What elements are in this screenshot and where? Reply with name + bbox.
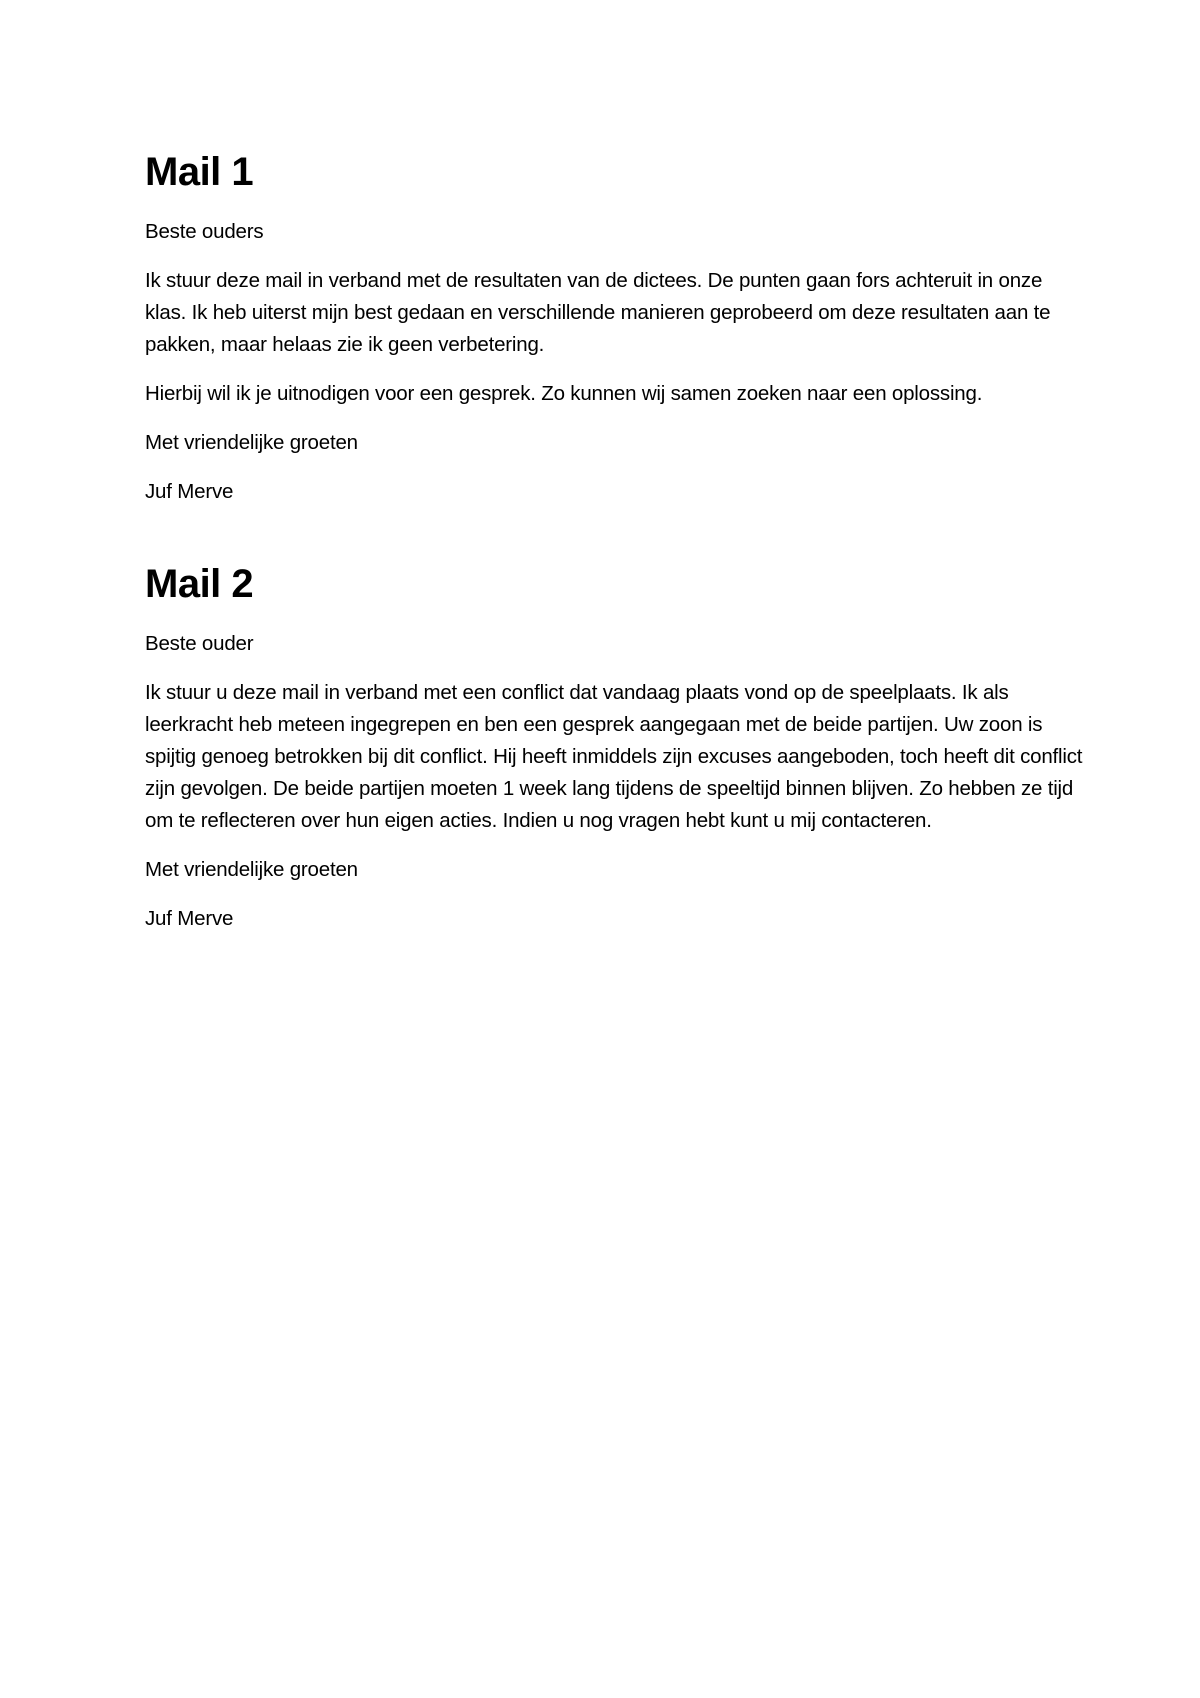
mail-2-paragraph-1: Ik stuur u deze mail in verband met een conflict dat vandaag plaats vond op de speelplaats. Ik als leerkracht heb meteen ingegrepen en ben een gesprek aangegaan met de beide partijen. Uw zoon is spijtig genoeg betrokken bij dit conflict. Hij heeft inmiddels zijn excuses aangeboden, toch heeft dit conflict zijn gevolgen. De beide partijen moeten 1 week lang tijdens de speeltijd binnen blijven. Zo hebben ze tijd om te reflecteren over hun eigen acties. Indien u nog vragen hebt kunt u mij contacteren. [145,681,1083,832]
mail-1-greeting: Beste ouders [145,220,264,243]
mail-1-paragraph-1: Ik stuur deze mail in verband met de resultaten van de dictees. De punten gaan fors achteruit in onze klas. Ik heb uiterst mijn best gedaan en verschillende manieren geprobeerd om deze resultaten aan te pakken, maar helaas zie ik geen verbetering. [145,269,1051,356]
mail-1-section [145,146,1085,525]
mail-1-closing: Met vriendelijke groeten [145,431,358,454]
mail-2-greeting: Beste ouder [145,632,254,655]
mail-2-section [145,558,1085,952]
mail-2-signature: Juf Merve [145,907,234,930]
mail-1-paragraph-2: Hierbij wil ik je uitnodigen voor een gesprek. Zo kunnen wij samen zoeken naar een oplossing. [145,382,983,405]
mail-2-heading: Mail 2 [145,562,254,606]
mail-2-closing: Met vriendelijke groeten [145,858,358,881]
mail-1-heading: Mail 1 [145,150,254,194]
mail-1-signature: Juf Merve [145,480,234,503]
